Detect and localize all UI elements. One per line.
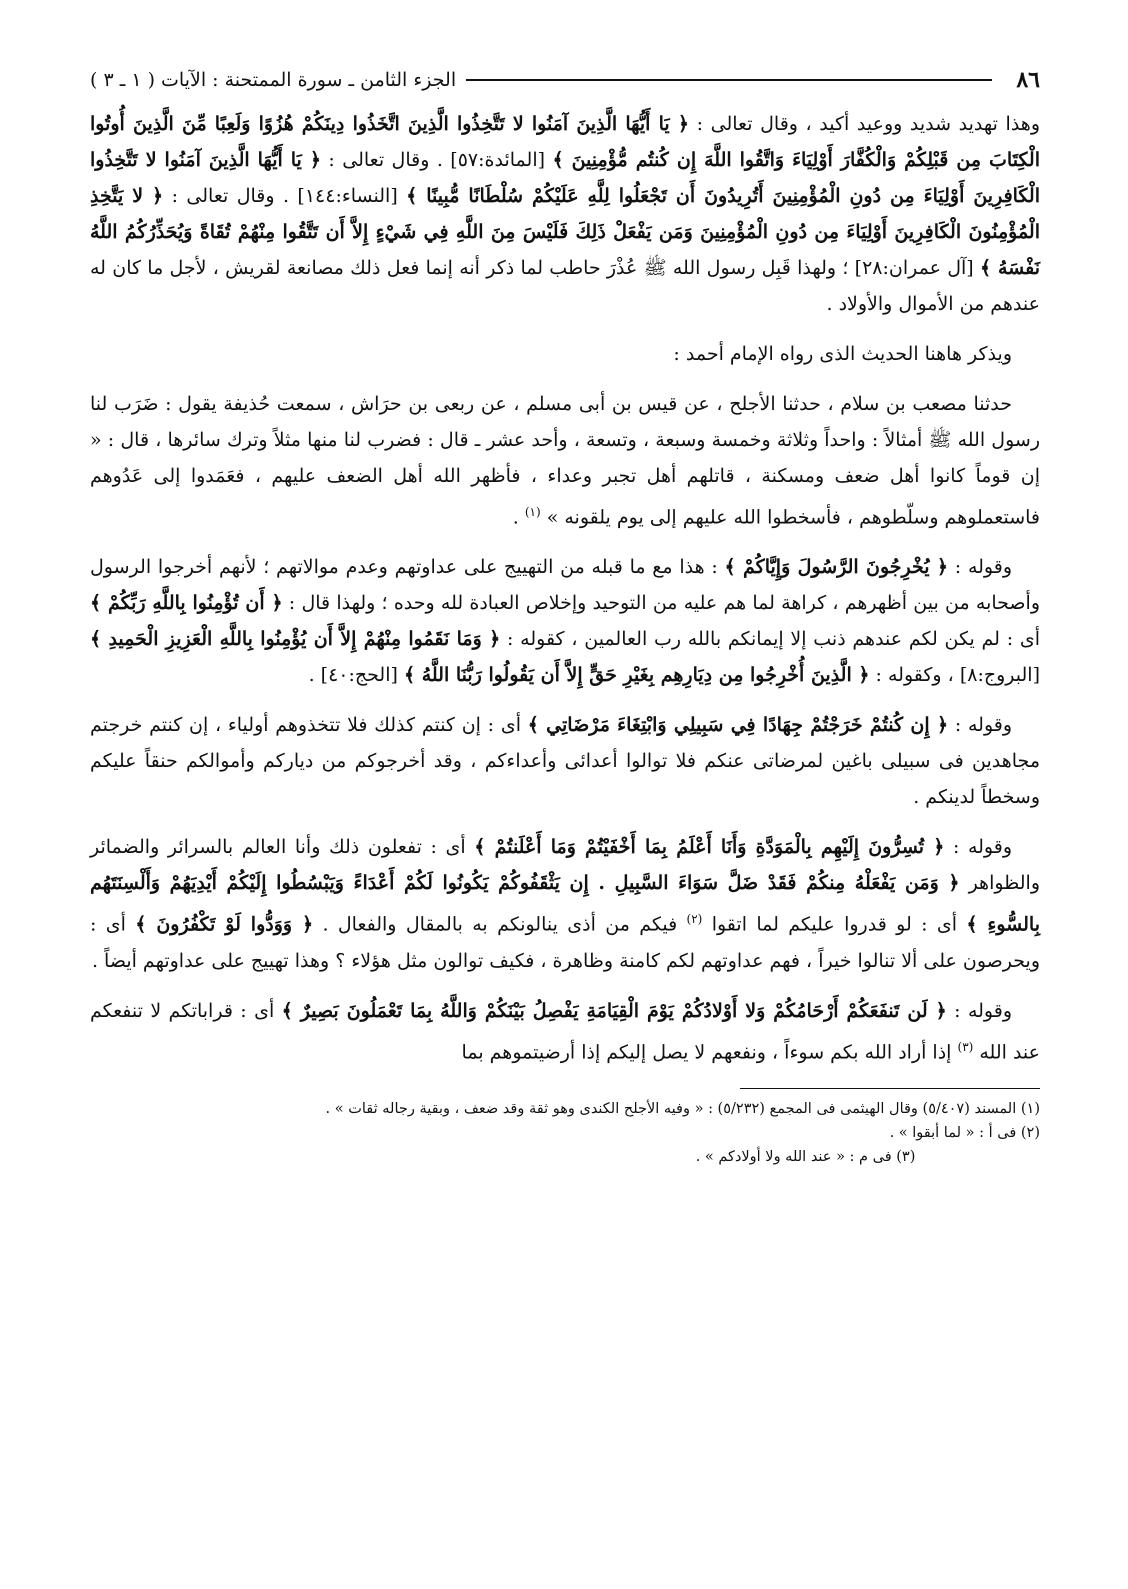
text-run: [النساء:١٤٤] . وقال تعالى : [163,185,407,207]
footnote-separator [740,1088,1040,1089]
text-run: وهذا تهديد شديد ووعيد أكيد ، وقال تعالى : [689,113,1041,135]
text-run: [آل عمران:٢٨] ؛ ولهذا قَبِل رسول الله ﷺ عُذْرَ حاطب لما ذكر أنه إنما فعل ذلك مصانعة لقريش ، لأجل ما كان له عندهم من الأموال والأولاد . [90,257,1040,315]
text-run: وقوله : [948,714,1013,737]
quran-verse: ﴿ وَوَدُّوا لَوْ تَكْفُرُونَ ﴾ [135,913,314,936]
footnote-1: (١) المسند (٥/٤٠٧) وقال الهيثمى فى المجمع (٥/٢٣٢) : « وفيه الأجلح الكندى وهو ثقة وقد ضعف ، وبقية رجاله ثقات » . [325,1100,1040,1117]
text-run: حدثنا مصعب بن سلام ، حدثنا الأجلح ، عن قيس بن أبى مسلم ، عن ربعى بن حرَاش ، سمعت حُذيفة يقول : ضَرَب لنا رسول الله ﷺ أمثالاً : واحداً وثلاثة وخمسة وسبعة ، وتسعة ، وأحد عشر ـ قال : فضرب لنا منها مثلاً وترك سائرها ، قال : « إن قوماً كانوا أهل ضعف ومسكنة ، قاتلهم أهل تجبر وعداء ، فأظهر الله أهل الضعف عليهم ، فعَمَدوا إلى عَدُوهم فاستعملوهم وسلّطوهم ، فأسخطوا الله عليهم إلى يوم يلقونه » [90,393,1040,529]
text-run: أى : تفعلون ذلك وأنا العالم بالسرائر والضمائر والظواهر [90,836,1040,895]
text-run: . [512,506,525,529]
paragraph [90,549,1040,693]
quran-verse: ﴿ لَن تَنفَعَكُمْ أَرْحَامُكُمْ وَلا أَوْلادُكُمْ يَوْمَ الْقِيَامَةِ يَفْصِلُ بَيْنَكُمْ وَاللَّهُ بِمَا تَعْمَلُونَ بَصِيرٌ ﴾ [281,999,947,1022]
text-run: إذا أراد الله بكم سوءاً ، ونفعهم لا يصل إليكم إذا أرضيتموهم بما [461,1040,958,1063]
text-run: : هذا مع ما قبله من التهييج على عداوتهم وعدم موالاتهم ؛ لأنهم أخرجوا الرسول وأصحابه من بين أظهرهم ، كراهة لما هم عليه من التوحيد وإخلاص العبادة لله وحده ؛ ولهذا قال : [90,556,1041,615]
quran-verse: ﴿ يُخْرِجُونَ الرَّسُولَ وَإِيَّاكُمْ ﴾ [724,556,949,579]
text-run: فيكم من أذى ينالونكم به بالمقال والفعال . [313,913,687,936]
quran-verse: ﴿ وَمَا نَقَمُوا مِنْهُمْ إِلاَّ أَن يُؤْمِنُوا بِاللَّهِ الْعَزِيزِ الْحَمِيدِ ﴾ [90,628,501,651]
quran-verse: ﴿ وَمَن يَفْعَلْهُ مِنكُمْ فَقَدْ ضَلَّ سَوَاءَ السَّبِيلِ . إِن يَثْقَفُوكُمْ يَكُونُوا لَكُمْ أَعْدَاءً وَيَبْسُطُوا إِلَيْكُمْ أَيْدِيَهُمْ وَأَلْسِنَتَهُم بِالسُّوءِ ﴾ [90,872,1040,936]
quran-verse: ﴿ تُسِرُّونَ إِلَيْهِم بِالْمَوَدَّةِ وَأَنَا أَعْلَمُ بِمَا أَخْفَيْتُمْ وَمَا أَعْلَنتُمْ ﴾ [474,836,945,859]
footnote-marker: (٢) [686,912,703,927]
paragraph [90,386,1040,535]
running-title: الجزء الثامن ـ سورة الممتحنة : الآيات ( ١ ـ ٣ ) [90,69,457,91]
text-run: أى : لو قدروا عليكم لما اتقوا [702,913,967,936]
paragraph [90,707,1040,815]
footnote-2: (٢) فى أ : « لما أبقوا » . [889,1124,1040,1141]
footnote-marker: (١) [524,505,541,519]
quran-verse: ﴿ إِن كُنتُمْ خَرَجْتُمْ جِهَادًا فِي سَبِيلِي وَابْتِغَاءَ مَرْضَاتِي ﴾ [527,714,949,737]
quran-verse: ﴿ الَّذِينَ أُخْرِجُوا مِن دِيَارِهِم بِغَيْرِ حَقٍّ إِلاَّ أَن يَقُولُوا رَبُّنَا اللَّهُ ﴾ [403,664,870,687]
page-number: ٨٦ [1016,67,1040,93]
page-header [90,60,1040,100]
text-run: أى : ويحرصون على ألا تنالوا خيراً ، فهم عداوتهم لكم كامنة وظاهرة ، فكيف توالون مثل هؤلاء ؟ وهذا تهييج على عداوتهم أيضاً . [90,913,1040,972]
book-page [90,60,1040,1169]
text-run: وقوله : [948,556,1013,579]
footnote-row [90,1145,1040,1169]
footnotes [90,1097,1040,1169]
quran-verse: ﴿ يَا أَيُّهَا الَّذِينَ آمَنُوا لا تَتَّخِذُوا الَّذِينَ اتَّخَذُوا دِينَكُمْ هُزُوًا وَلَعِبًا مِّنَ الَّذِينَ أُوتُوا الْكِتَابَ مِن قَبْلِكُمْ وَالْكُفَّارَ أَوْلِيَاءَ وَاتَّقُوا اللَّهَ إِن كُنتُم مُّؤْمِنِينَ ﴾ [90,113,1040,171]
text-run: [الحج:٤٠] . [308,664,404,687]
quran-verse: ﴿ لا يَتَّخِذِ الْمُؤْمِنُونَ الْكَافِرِينَ أَوْلِيَاءَ مِن دُونِ الْمُؤْمِنِينَ وَمَن يَفْعَلْ ذَلِكَ فَلَيْسَ مِنَ اللَّهِ فِي شَيْءٍ إِلاَّ أَن تَتَّقُوا مِنْهُمْ تُقَاةً وَيُحَذِّرُكُمُ اللَّهُ نَفْسَهُ ﴾ [90,185,1040,279]
text-run: وقوله : [944,836,1013,859]
text-run: وقوله : [946,999,1013,1022]
quran-verse: ﴿ أَن تُؤْمِنُوا بِاللَّهِ رَبِّكُمْ ﴾ [90,592,283,615]
body-text [90,106,1040,1070]
footnote-row [90,1121,1040,1145]
footnote-marker: (٣) [957,1039,974,1054]
text-run: أى : قراباتكم لا تنفعكم عند الله [90,999,1040,1063]
text-run: [المائدة:٥٧] . وقال تعالى : [320,149,553,171]
text-run: ويذكر هاهنا الحديث الذى رواه الإمام أحمد : [673,343,1012,365]
quran-verse: ﴿ يَا أَيُّهَا الَّذِينَ آمَنُوا لا تَتَّخِذُوا الْكَافِرِينَ أَوْلِيَاءَ مِن دُونِ الْمُؤْمِنِينَ أَتُرِيدُونَ أَن تَجْعَلُوا لِلَّهِ عَلَيْكُمْ سُلْطَانًا مُّبِينًا ﴾ [90,149,1040,207]
text-run: أى : لم يكن لكم عندهم ذنب إلا إيمانكم بالله رب العالمين ، كقوله : [500,628,1041,651]
paragraph [90,106,1040,322]
footnote-3: (٣) فى م : « عند الله ولا أولادكم » . [695,1148,916,1165]
paragraph [90,829,1040,978]
paragraph [90,336,1040,372]
text-run: أى : إن كنتم كذلك فلا تتخذوهم أولياء ، إن كنتم خرجتم مجاهدين فى سبيلى باغين لمرضاتى عنكم فلا توالوا أعدائى وأعداءكم ، وقد أخرجوكم من دياركم وأموالكم حنقاً عليكم وسخطاً لدينكم . [90,714,1040,809]
text-run: [البروج:٨] ، وكقوله : [869,664,1040,687]
header-rule [466,79,992,81]
paragraph [90,993,1040,1070]
